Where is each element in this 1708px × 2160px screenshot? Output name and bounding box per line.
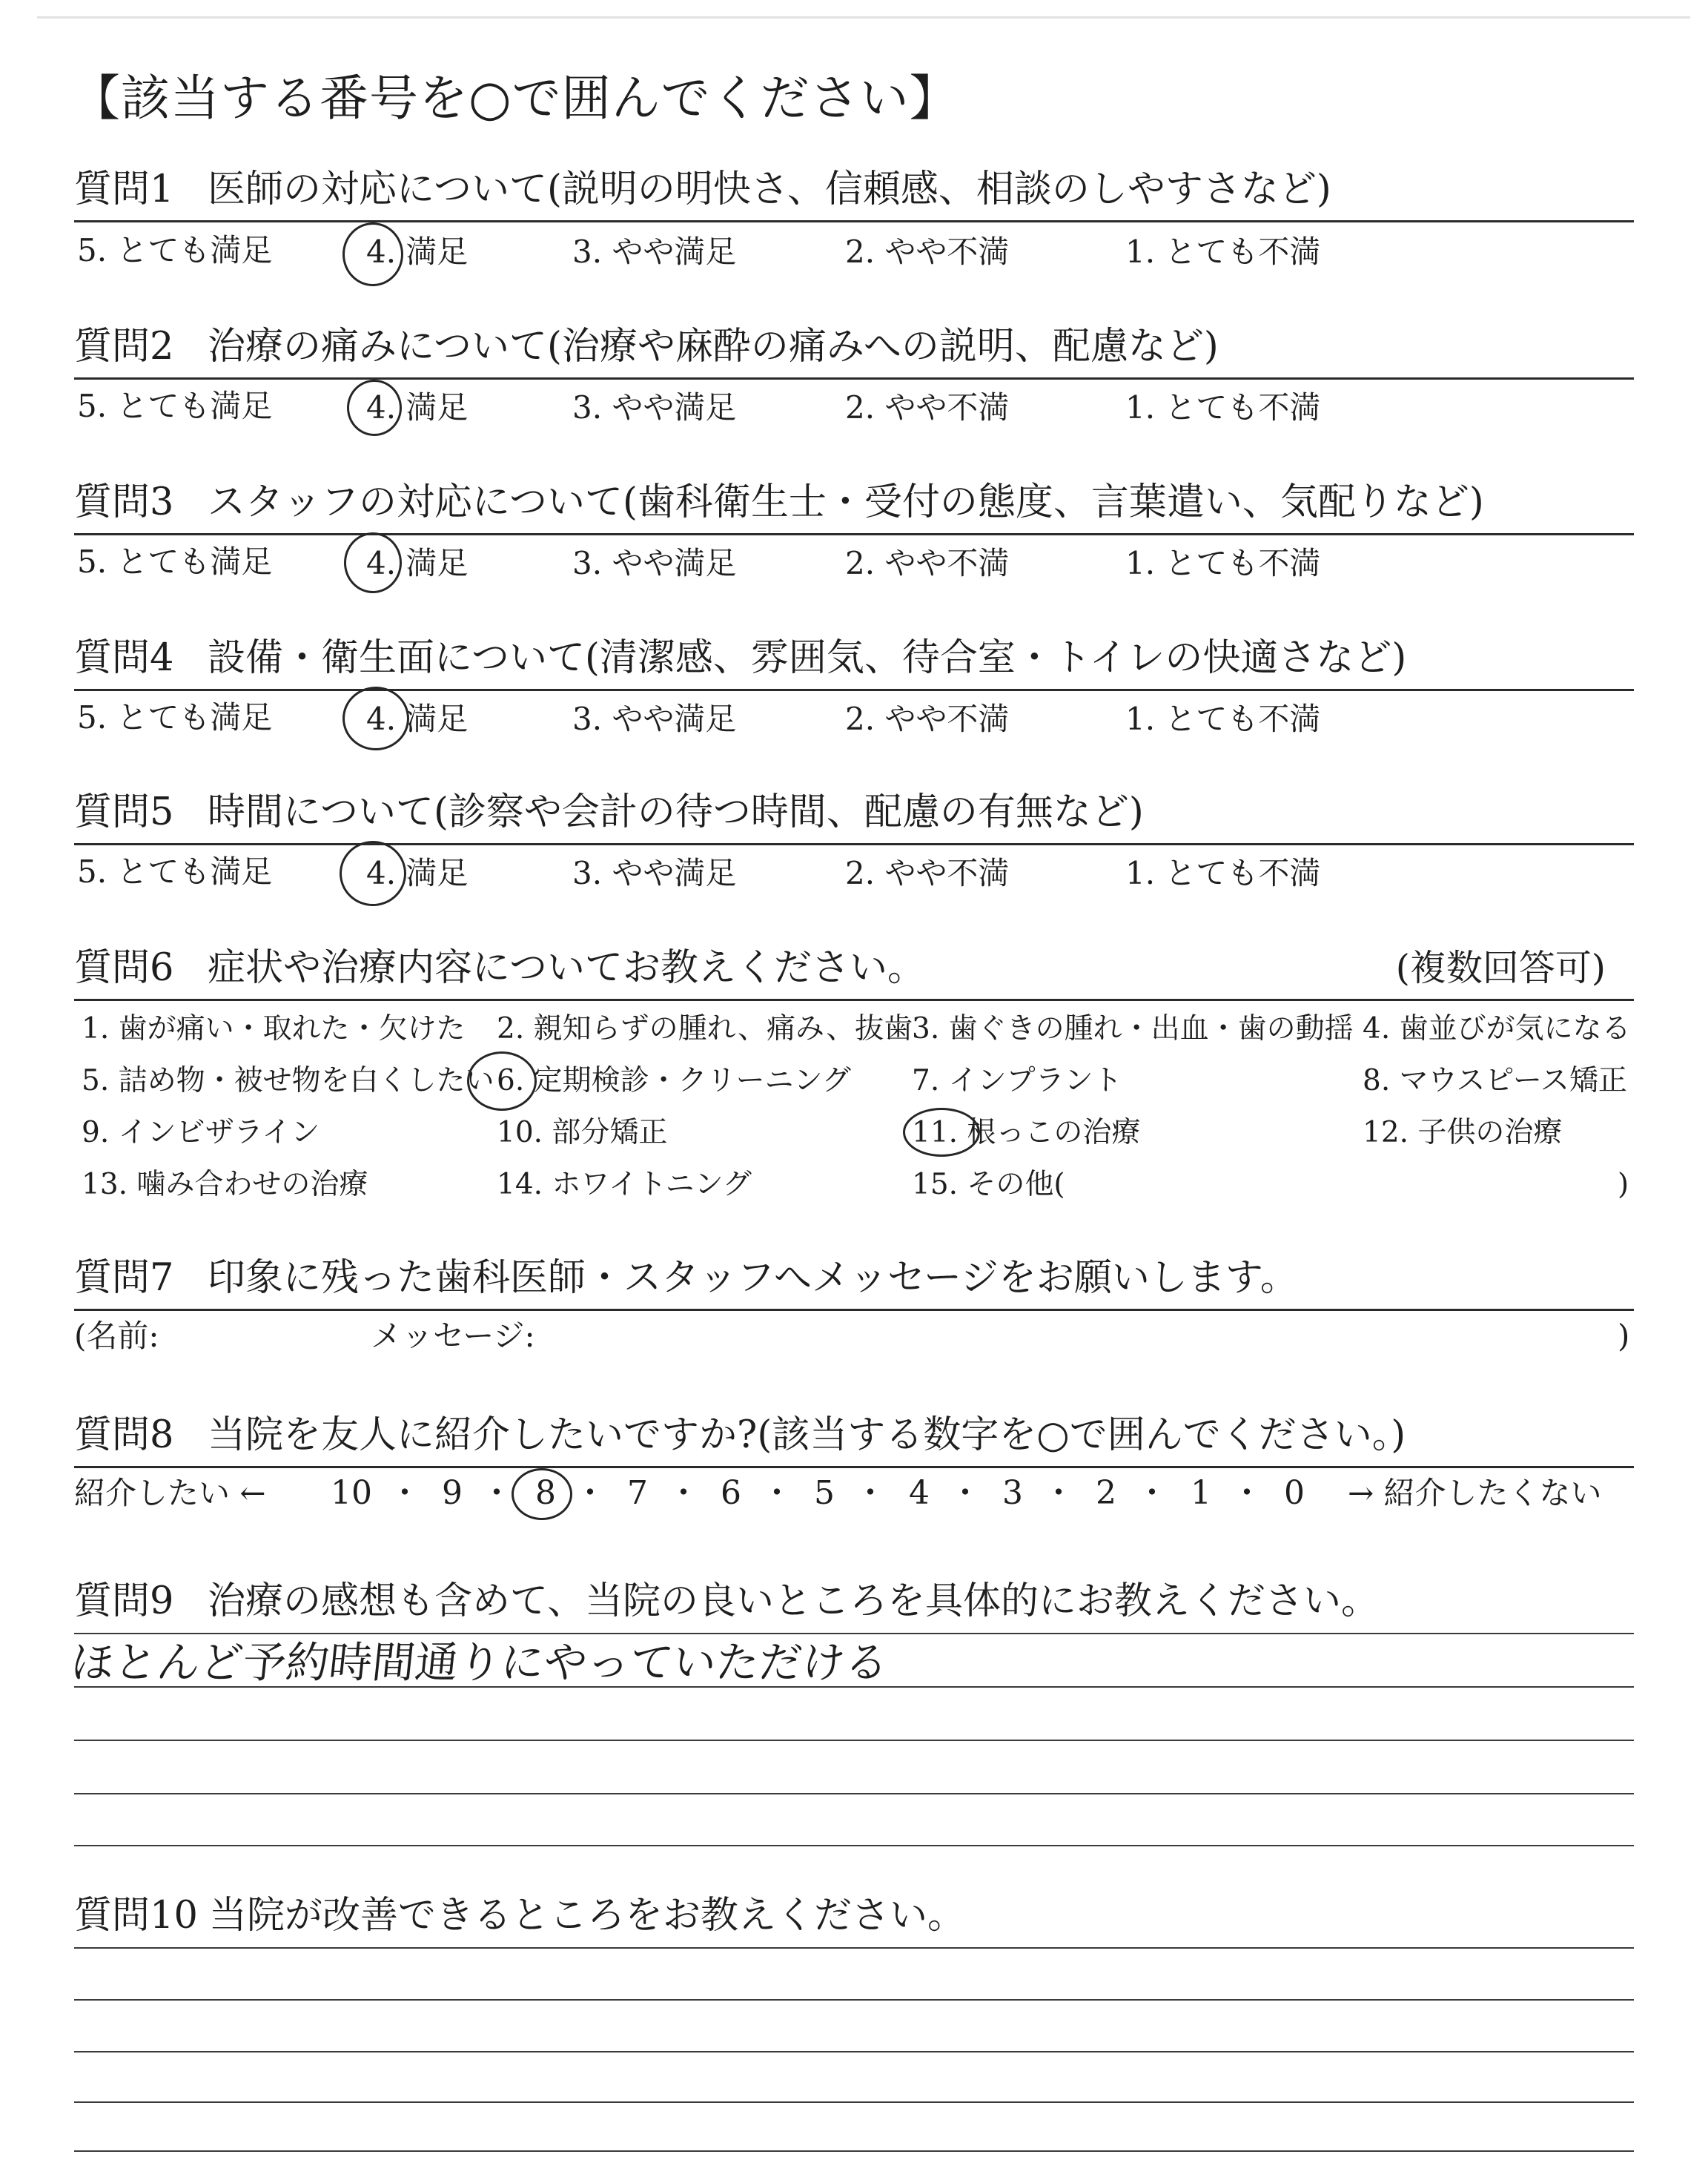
q1-option-2[interactable]: 2. やや不満 (845, 234, 1010, 270)
q3-option-1[interactable]: 1. とても不満 (1125, 545, 1321, 581)
question-6-text: 症状や治療内容についてお教えください。 (208, 946, 925, 990)
q10-answer-line-2 (74, 1999, 1634, 2001)
q8-score-9[interactable]: 9 (442, 1474, 463, 1512)
q8-score-2[interactable]: 2 (1096, 1474, 1116, 1512)
question-2-title (74, 325, 1219, 369)
q5-option-4[interactable]: 4. 満足 (366, 855, 469, 891)
question-3-text: スタッフの対応について(歯科衛生士・受付の態度、言葉遣い、気配りなど) (208, 480, 1484, 524)
question-2-number: 質問2 (74, 325, 174, 369)
q6-option-3[interactable]: 3. 歯ぐきの腫れ・出血・歯の動揺 (912, 1012, 1354, 1046)
q8-left-label: 紹介したい ← (74, 1475, 266, 1511)
question-4-number: 質問4 (74, 636, 174, 680)
question-1-text: 医師の対応について(説明の明快さ、信頼感、相談のしやすさなど) (208, 168, 1331, 211)
q10-answer-line-1 (74, 1947, 1634, 1949)
question-8-title (74, 1413, 1406, 1458)
q7-message-label: メッセージ: (371, 1318, 535, 1354)
page-title: 【該当する番号を○で囲んでください】 (71, 70, 959, 127)
q7-close-paren: ) (1618, 1318, 1630, 1354)
q8-score-8[interactable]: 8 (535, 1474, 556, 1512)
q8-selection-circle (512, 1468, 572, 1520)
q8-separator: ・ (388, 1474, 421, 1512)
question-1-rule (74, 220, 1634, 222)
q6-option-4[interactable]: 4. 歯並びが気になる (1363, 1012, 1631, 1046)
q3-selection-circle (344, 532, 402, 593)
q7-name-label: (名前: (74, 1318, 159, 1354)
q6-option-14[interactable]: 14. ホワイトニング (497, 1168, 752, 1201)
q6-option-11[interactable]: 11. 根っこの治療 (912, 1116, 1141, 1149)
page-top-edge (37, 16, 1690, 19)
question-5-text: 時間について(診察や会計の待つ時間、配慮の有無など) (208, 790, 1144, 834)
q8-score-1[interactable]: 1 (1191, 1474, 1211, 1512)
q5-option-5[interactable]: 5. とても満足 (77, 853, 273, 890)
question-9-text: 治療の感想も含めて、当院の良いところを具体的にお教えください。 (208, 1579, 1379, 1623)
question-1-title (74, 168, 1331, 212)
q9-answer-line-3 (74, 1740, 1634, 1741)
q5-option-1[interactable]: 1. とても不満 (1125, 855, 1321, 891)
q2-option-3[interactable]: 3. やや満足 (572, 389, 737, 426)
q8-score-7[interactable]: 7 (627, 1474, 648, 1512)
question-7-rule (74, 1309, 1634, 1311)
q8-separator: ・ (1231, 1474, 1263, 1512)
q6-option-11-selection-circle (903, 1108, 980, 1157)
q1-selection-circle (342, 222, 403, 286)
q8-score-4[interactable]: 4 (909, 1474, 930, 1512)
q3-option-5[interactable]: 5. とても満足 (77, 544, 273, 580)
q8-separator: ・ (1042, 1474, 1075, 1512)
question-10-text: 当院が改善できるところをお教えください。 (209, 1894, 966, 1938)
q8-score-5[interactable]: 5 (814, 1474, 835, 1512)
question-3-rule (74, 533, 1634, 535)
question-6-multiple-note: (複数回答可) (1395, 947, 1606, 989)
question-8-number: 質問8 (74, 1413, 174, 1457)
question-3-number: 質問3 (74, 480, 174, 524)
q5-selection-circle (340, 841, 406, 906)
q2-option-2[interactable]: 2. やや不満 (845, 389, 1010, 426)
q4-option-2[interactable]: 2. やや不満 (845, 701, 1010, 737)
q1-option-4[interactable]: 4. 満足 (366, 234, 469, 270)
question-5-number: 質問5 (74, 790, 174, 834)
question-6-title (74, 946, 925, 991)
question-9-title (74, 1579, 1379, 1624)
question-6-number: 質問6 (74, 946, 174, 990)
question-7-text: 印象に残った歯科医師・スタッフへメッセージをお願いします。 (208, 1256, 1298, 1300)
q8-separator: ・ (1136, 1474, 1168, 1512)
q6-option-9[interactable]: 9. インビザライン (82, 1116, 320, 1149)
question-2-rule (74, 377, 1634, 380)
q9-answer-line-4 (74, 1793, 1634, 1794)
q6-option-7[interactable]: 7. インプラント (912, 1064, 1122, 1097)
q2-option-4[interactable]: 4. 満足 (366, 389, 469, 426)
q8-score-10[interactable]: 10 (331, 1474, 372, 1512)
q3-option-4[interactable]: 4. 満足 (366, 545, 469, 581)
question-9-number: 質問9 (74, 1579, 174, 1623)
q8-separator: ・ (574, 1474, 606, 1512)
q1-option-3[interactable]: 3. やや満足 (572, 234, 737, 270)
q6-option-6-selection-circle (467, 1051, 537, 1111)
q3-option-3[interactable]: 3. やや満足 (572, 545, 737, 581)
question-10-title (74, 1894, 965, 1938)
q9-answer-text: ほとんど予約時間通りにやっていただける (68, 1637, 891, 1688)
question-7-title (74, 1256, 1298, 1301)
q3-option-2[interactable]: 2. やや不満 (845, 545, 1010, 581)
q2-option-5[interactable]: 5. とても満足 (77, 388, 273, 424)
question-1-number: 質問1 (74, 168, 174, 211)
q9-handwritten-answer (68, 1636, 891, 1689)
q8-score-0[interactable]: 0 (1284, 1474, 1305, 1512)
q10-answer-line-5 (74, 2150, 1634, 2152)
question-5-rule (74, 843, 1634, 845)
q9-answer-line-5 (74, 1845, 1634, 1846)
q8-score-6[interactable]: 6 (721, 1474, 741, 1512)
question-6-rule (74, 999, 1634, 1001)
q6-option-5[interactable]: 5. 詰め物・被せ物を白くしたい (82, 1064, 494, 1097)
q4-option-1[interactable]: 1. とても不満 (1125, 701, 1321, 737)
q6-option-15[interactable]: 15. その他( (912, 1168, 1065, 1201)
q5-option-2[interactable]: 2. やや不満 (845, 855, 1010, 891)
q8-separator: ・ (667, 1474, 700, 1512)
q4-option-3[interactable]: 3. やや満足 (572, 701, 737, 737)
q8-score-3[interactable]: 3 (1002, 1474, 1023, 1512)
q6-option-10[interactable]: 10. 部分矯正 (497, 1116, 668, 1149)
question-3-title (74, 480, 1484, 525)
q4-selection-circle (342, 687, 409, 750)
q8-right-label: → 紹介したくない (1348, 1475, 1602, 1511)
q6-option-8[interactable]: 8. マウスピース矯正 (1363, 1064, 1627, 1097)
question-4-text: 設備・衛生面について(清潔感、雰囲気、待合室・トイレの快適さなど) (208, 636, 1407, 680)
question-2-text: 治療の痛みについて(治療や麻酔の痛みへの説明、配慮など) (208, 325, 1219, 369)
question-4-title (74, 636, 1406, 681)
question-5-title (74, 790, 1144, 835)
q10-answer-line-3 (74, 2051, 1634, 2052)
q6-option-6[interactable]: 6. 定期検診・クリーニング (497, 1064, 851, 1097)
q8-separator: ・ (949, 1474, 982, 1512)
q8-separator: ・ (854, 1474, 887, 1512)
question-8-text: 当院を友人に紹介したいですか?(該当する数字を○で囲んでください。) (208, 1413, 1406, 1457)
q6-option-2[interactable]: 2. 親知らずの腫れ、痛み、抜歯 (497, 1012, 913, 1046)
question-10-number: 質問10 (74, 1894, 198, 1938)
q8-separator: ・ (761, 1474, 793, 1512)
q5-option-3[interactable]: 3. やや満足 (572, 855, 737, 891)
q1-option-1[interactable]: 1. とても不満 (1125, 234, 1321, 270)
question-7-number: 質問7 (74, 1256, 174, 1300)
q6-option-13[interactable]: 13. 噛み合わせの治療 (82, 1168, 368, 1201)
q8-separator: ・ (480, 1474, 513, 1512)
q9-answer-line-1 (74, 1633, 1634, 1634)
question-8-rule (74, 1466, 1634, 1468)
q1-option-5[interactable]: 5. とても満足 (77, 232, 273, 268)
q2-option-1[interactable]: 1. とても不満 (1125, 389, 1321, 426)
q6-option-12[interactable]: 12. 子供の治療 (1363, 1116, 1563, 1149)
q4-option-5[interactable]: 5. とても満足 (77, 699, 273, 736)
q6-other-close-paren: ) (1618, 1168, 1629, 1201)
q4-option-4[interactable]: 4. 満足 (366, 701, 469, 737)
q6-option-1[interactable]: 1. 歯が痛い・取れた・欠けた (82, 1012, 466, 1046)
q10-answer-line-4 (74, 2101, 1634, 2103)
question-4-rule (74, 689, 1634, 691)
q2-selection-circle (347, 380, 402, 436)
